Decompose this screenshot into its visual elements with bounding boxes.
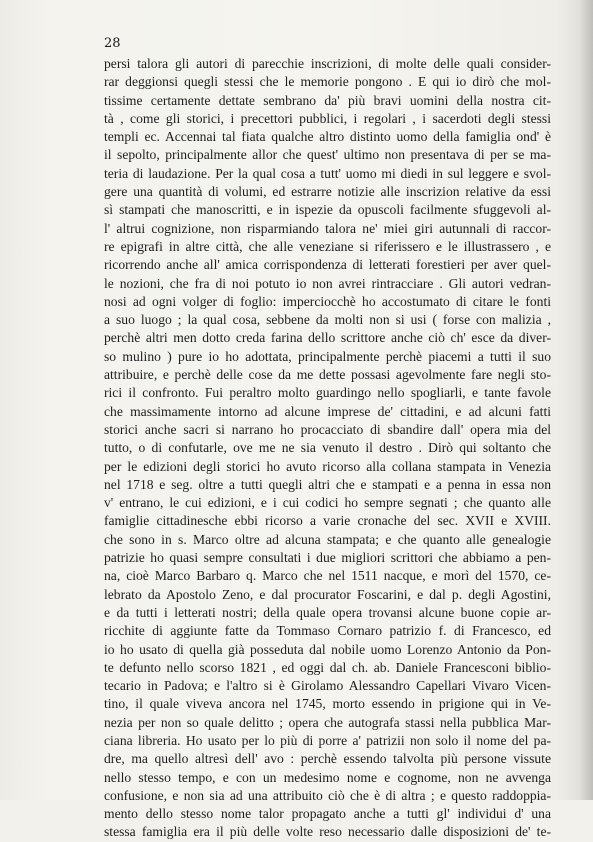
text-line: teria di laudazione. Per la qual cosa a tutt' uomo mi diedi in sul leggere e svol- <box>104 165 551 181</box>
text-line: nezia per non so quale delitto ; opera che autografa stassi nella pubblica Mar- <box>104 714 551 730</box>
text-line: na, cioè Marco Barbaro q. Marco che nel 1511 nacque, e morì del 1570, ce- <box>104 568 551 584</box>
text-line: tecario in Padova; e l'altro si è Girolamo Alessandro Capellari Vivaro Vicen- <box>104 678 551 694</box>
text-line: che massimamente intorno ad alcune imprese de' cittadini, e ad alcuni fatti <box>104 403 551 419</box>
text-line: le nozioni, che fra di noi potuto io non avrei rintracciare . Gli autori vedran- <box>104 275 551 291</box>
text-line: tissime certamente dettate sembrano da' più bravi uomini della nostra cit- <box>104 92 551 108</box>
text-line: nosi ad ogni volger di foglio: imperciocchè ho accostumato di citare le fonti <box>104 293 551 309</box>
text-line: re epigrafi in altre città, che alle veneziane si riferissero e le illustrassero , e <box>104 238 551 254</box>
text-line: gere una quantità di volumi, ed estrarre notizie alle inscrizion relative da essi <box>104 184 551 200</box>
text-line: confusione, e non sia ad una attribuito ciò che è di altra ; e questo raddoppia- <box>104 787 551 803</box>
body-text <box>104 55 551 842</box>
text-line: patrizie ho quasi sempre consultati i due migliori scrittori che abbiamo a pen- <box>104 550 551 566</box>
text-line: v' entrano, le cui edizioni, e i cui codici ho sempre segnati ; che quanto alle <box>104 495 551 511</box>
text-line: persi talora gli autori di parecchie inscrizioni, di molte delle quali consider- <box>104 56 551 71</box>
text-line: tutto, o di confutarle, ove me ne sia venuto il destro . Dirò qui soltanto che <box>104 440 551 456</box>
text-line: l' altrui cognizione, non risparmiando talora ne' miei giri autunnali di raccor- <box>104 220 551 236</box>
text-line: sì stampati che manoscritti, e in ispezie da opuscoli facilmente sfuggevoli al- <box>104 202 551 218</box>
text-line: te defunto nello scorso 1821 , ed oggi dal ch. ab. Daniele Francesconi biblio- <box>104 659 551 675</box>
page-edge-shadow <box>579 0 593 800</box>
text-line: che sono in s. Marco oltre ad alcuna stampata; e che quanto alle genealogie <box>104 531 551 547</box>
text-line: nel 1718 e seg. oltre a tutti quegli altri che e stampati e a penna in essa non <box>104 476 551 492</box>
text-line: ciana libreria. Ho usato per lo più di porre a' patrizii non solo il nome del pa- <box>104 732 551 748</box>
text-line: il sepolto, principalmente allor che quest' ultimo non presentava di per se ma- <box>104 147 551 163</box>
text-line: lebrato da Apostolo Zeno, e dal procurator Foscarini, e dal p. degli Agostini, <box>104 586 551 602</box>
text-line: storici anche sacri si narrano ho procacciato di sbandire dall' opera mia del <box>104 421 551 437</box>
text-line: rar deggionsi quegli stessi che le memorie pongono . E qui io dirò che mol- <box>104 74 551 90</box>
text-line: dre, ma quello altresì dell' avo : perchè essendo talvolta più persone vissute <box>104 751 551 767</box>
text-line: stessa famiglia era il più delle volte reso necessario dalle disposizioni de' te- <box>104 824 551 840</box>
text-line: tino, il quale viveva ancora nel 1745, morto essendo in prigione qui in Ve- <box>104 696 551 712</box>
text-line: a suo luogo ; la qual cosa, sebbene da molti non si usi ( forse con malizia , <box>104 312 551 328</box>
text-line: templi ec. Accennai tal fiata qualche altro distinto uomo della famiglia ond' è <box>104 129 551 145</box>
text-line: attribuire, e perchè delle cose da me dette possasi agevolmente fare negli sto- <box>104 367 551 383</box>
text-line: perchè altri men dotto creda farina dello scrittore anche ciò ch' esce da diver- <box>104 330 551 346</box>
text-line: nello stesso tempo, e con un medesimo nome e cognome, non ne avvenga <box>104 769 551 785</box>
text-line: so mulino ) pure io ho adottata, principalmente perchè piacemi a tutti il suo <box>104 348 551 364</box>
text-line: e da tutti i letterati nostri; della quale opera trovansi alcune buone copie ar- <box>104 604 551 620</box>
text-line: ricchite di aggiunte fatte da Tommaso Cornaro patrizio f. di Francesco, ed <box>104 623 551 639</box>
text-line: ricorrendo anche all' amica corrispondenza di letterati forestieri per aver quel- <box>104 257 551 273</box>
text-line: io ho usato di quella già posseduta dal nobile uomo Lorenzo Antonio da Pon- <box>104 641 551 657</box>
text-line: per le edizioni degli storici ho avuto ricorso alla collana stampata in Venezia <box>104 458 551 474</box>
page-number: 28 <box>104 36 121 51</box>
text-line: tà , come gli storici, i precettori pubblici, i regolari , i sacerdoti degli stessi <box>104 110 551 126</box>
text-line: mento dello stesso nome talor propagato anche a tutti gl' individui d' una <box>104 806 551 822</box>
text-line: famiglie cittadinesche ebbi ricorso a varie cronache del sec. XVII e XVIII. <box>104 513 551 529</box>
text-line: rici il confronto. Fui peraltro molto guardingo nello spogliarli, e tante favole <box>104 385 551 401</box>
